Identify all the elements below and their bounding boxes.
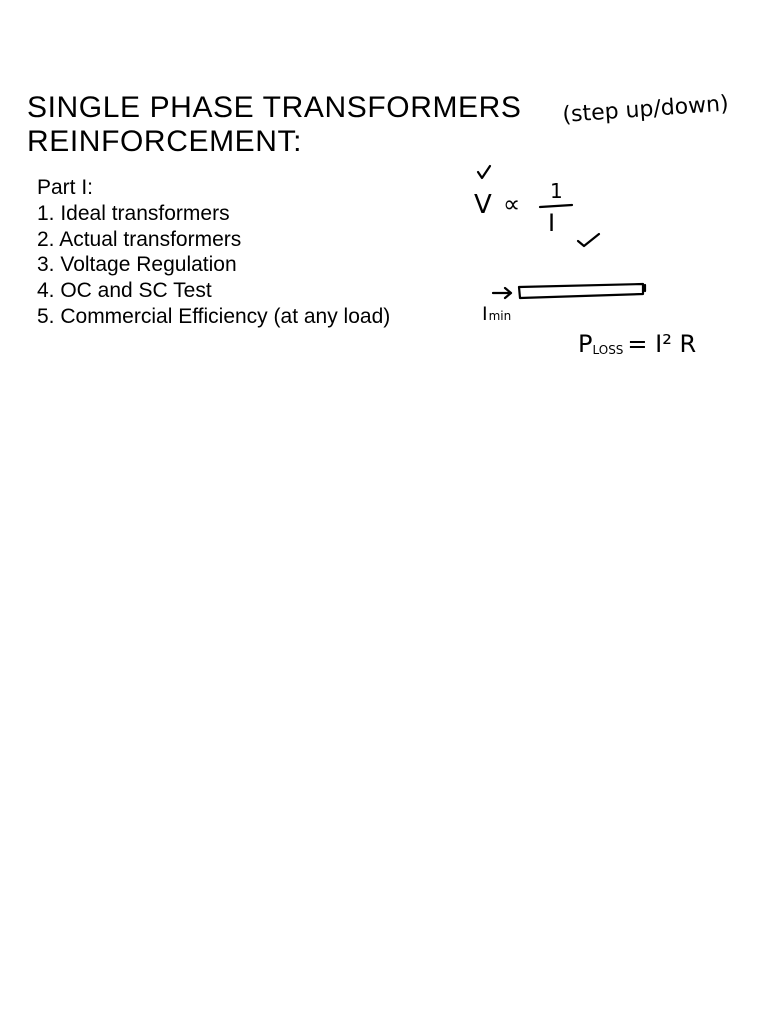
arrow-right-icon	[493, 288, 511, 298]
check-mark-icon	[478, 166, 490, 178]
outline-item: 4. OC and SC Test	[37, 279, 212, 303]
title-line-2: REINFORCEMENT:	[27, 125, 303, 158]
voltage-symbol: V	[474, 190, 492, 220]
outline-item: 3. Voltage Regulation	[37, 253, 237, 277]
conductor-sketch	[519, 284, 643, 298]
check-mark-icon	[578, 234, 599, 246]
step-note: (step up/down)	[561, 91, 730, 128]
topic-outline	[37, 175, 390, 330]
page-title	[27, 91, 522, 159]
outline-heading: Part I:	[37, 176, 94, 199]
outline-item: 5. Commercial Efficiency (at any load)	[37, 304, 391, 328]
outline-item: 1. Ideal transformers	[37, 201, 230, 225]
power-loss-equation: PLOSS = I² R	[578, 330, 697, 358]
proportional-symbol: ∝	[503, 190, 521, 218]
fraction-denominator: I	[548, 209, 556, 237]
fraction-numerator: 1	[550, 179, 563, 203]
fraction-bar	[540, 205, 572, 207]
current-min-symbol: Imin	[482, 303, 512, 325]
outline-item: 2. Actual transformers	[37, 227, 242, 251]
title-line-1: SINGLE PHASE TRANSFORMERS	[27, 91, 522, 124]
